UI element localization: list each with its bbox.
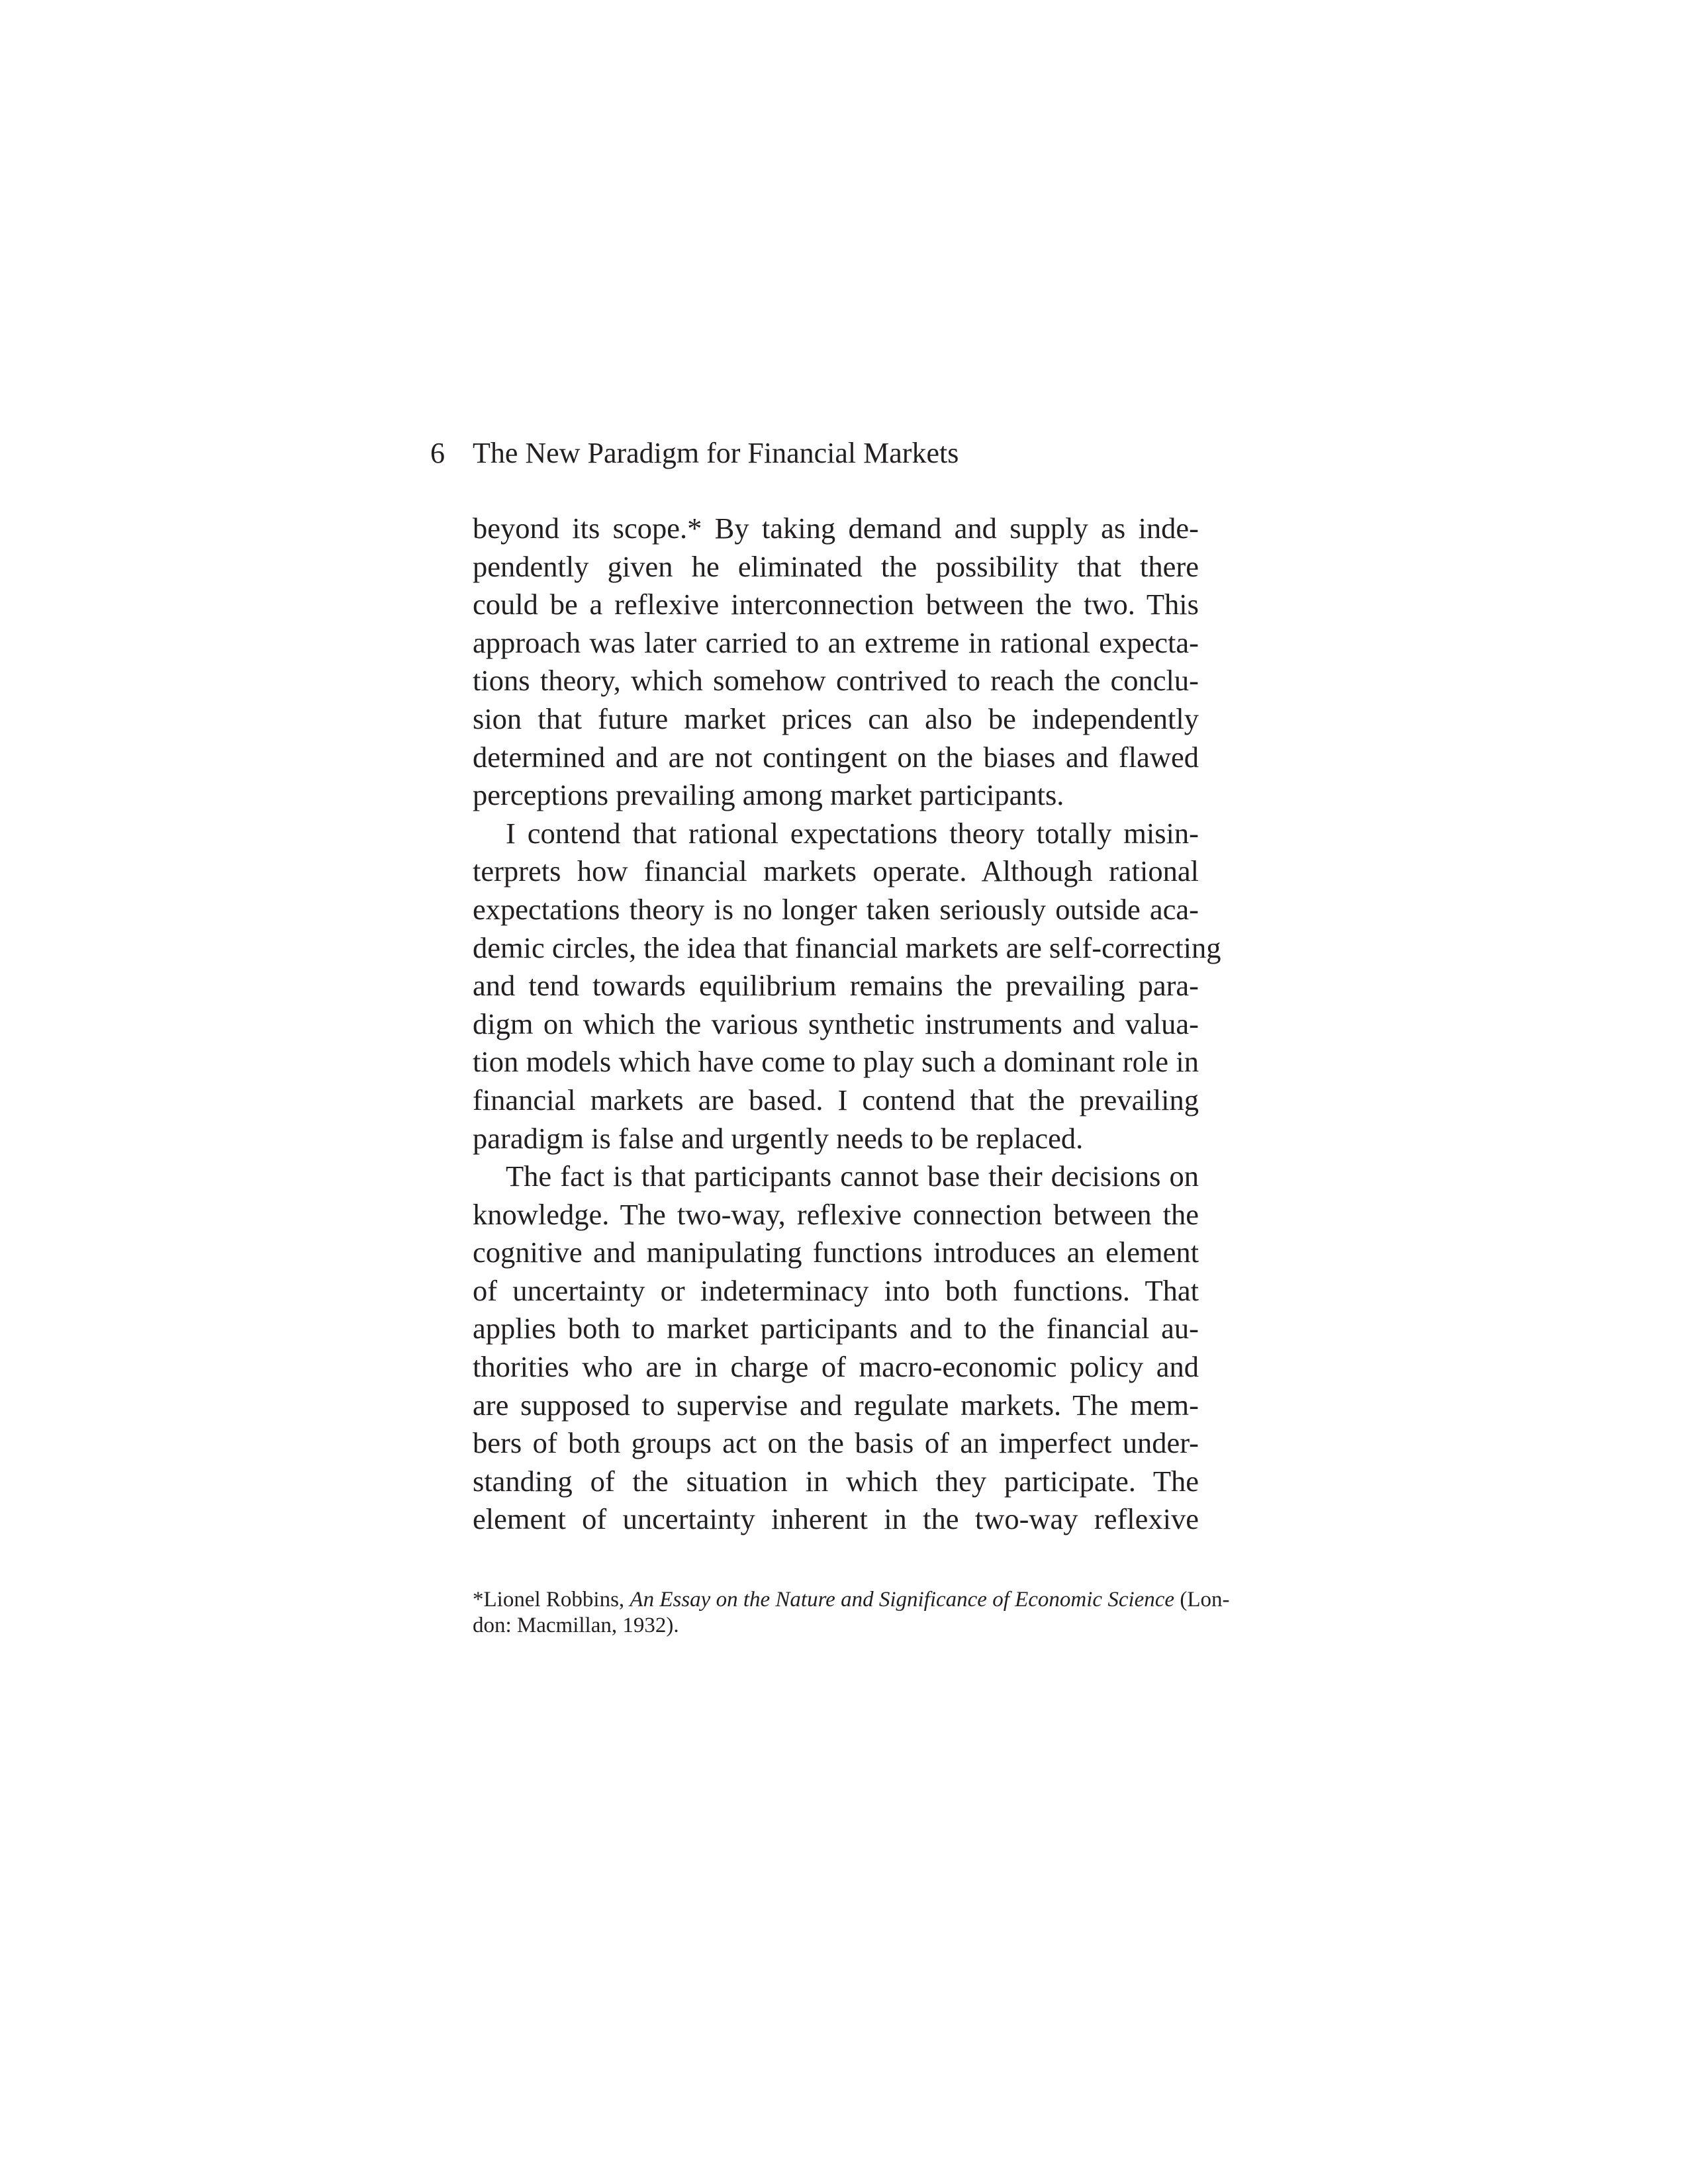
footnote-author: *Lionel Robbins, (473, 1588, 630, 1612)
body-line: sion that future market prices can also be independently (473, 702, 1199, 735)
body-line: and tend towards equilibrium remains the prevailing para- (473, 969, 1199, 1003)
body-line: cognitive and manipulating functions introduces an element (473, 1236, 1199, 1269)
body-line: financial markets are based. I contend that the prevailing (473, 1083, 1199, 1116)
footnote-line: don: Macmillan, 1932). (473, 1614, 679, 1637)
body-line: are supposed to supervise and regulate markets. The mem- (473, 1388, 1199, 1422)
body-line: tions theory, which somehow contrived to reach the conclu- (473, 664, 1199, 698)
body-line: of uncertainty or indeterminacy into both functions. That (473, 1273, 1199, 1307)
body-line: terprets how financial markets operate. Although rational (473, 854, 1199, 888)
body-text (473, 510, 1221, 1539)
body-line: bers of both groups act on the basis of an imperfect under- (473, 1426, 1199, 1460)
body-line: applies both to market participants and to the financial au- (473, 1312, 1199, 1345)
body-line: pendently given he eliminated the possibility that there (473, 549, 1199, 583)
body-line: beyond its scope.* By taking demand and supply as inde- (473, 512, 1199, 545)
body-line: element of uncertainty inherent in the two-way reflexive (473, 1502, 1199, 1536)
page-number: 6 (430, 437, 445, 469)
footnote-book-title: An Essay on the Nature and Significance of Economic Science (630, 1588, 1175, 1612)
body-line: approach was later carried to an extreme in rational expecta- (473, 625, 1199, 659)
body-line: thorities who are in charge of macro-economic policy and (473, 1350, 1199, 1384)
body-line: demic circles, the idea that financial markets are self-correcting (473, 931, 1221, 964)
footnote-publisher-start: (Lon- (1174, 1588, 1230, 1612)
body-line: standing of the situation in which they participate. The (473, 1464, 1199, 1498)
body-line: The fact is that participants cannot base their decisions on (506, 1160, 1199, 1193)
body-line: perceptions prevailing among market participants. (473, 778, 1064, 812)
body-line: digm on which the various synthetic instruments and valua- (473, 1007, 1199, 1040)
running-title: The New Paradigm for Financial Markets (473, 437, 959, 469)
body-line: expectations theory is no longer taken seriously outside aca- (473, 892, 1199, 926)
body-line: tion models which have come to play such a dominant role in (473, 1045, 1199, 1079)
body-line: paradigm is false and urgently needs to be replaced. (473, 1121, 1084, 1155)
body-line: knowledge. The two-way, reflexive connection between the (473, 1197, 1199, 1231)
footnote (473, 1587, 1230, 1639)
running-head (430, 433, 1225, 473)
body-line: determined and are not contingent on the biases and flawed (473, 740, 1199, 774)
body-line: could be a reflexive interconnection between the two. This (473, 588, 1199, 621)
body-line: I contend that rational expectations theory totally misin- (506, 816, 1199, 850)
footnote-line (473, 1587, 1230, 1613)
